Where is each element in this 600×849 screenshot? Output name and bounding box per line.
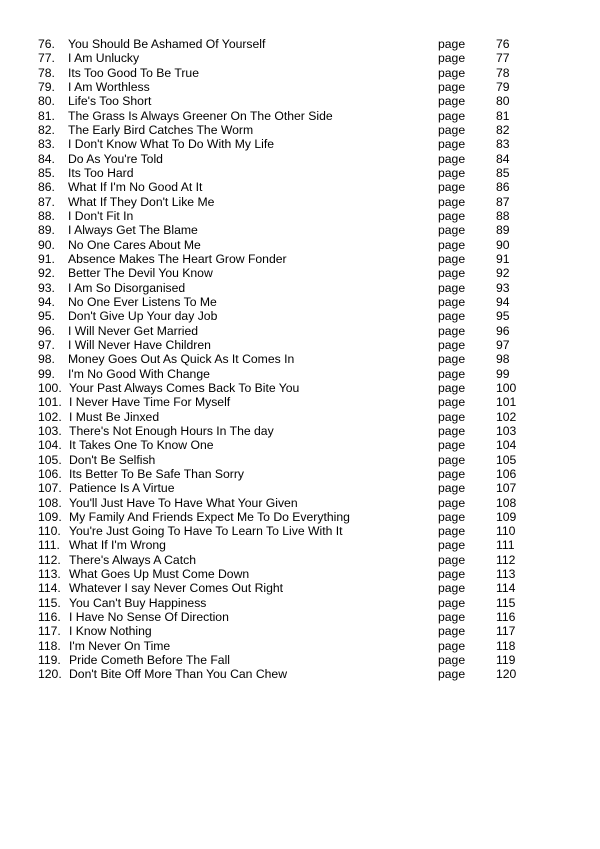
page-label: page: [438, 151, 466, 166]
page-number: 115: [496, 595, 516, 610]
page-label: page: [438, 37, 466, 51]
entry-title: I Know Nothing: [69, 624, 152, 639]
entry-title: What Goes Up Must Come Down: [69, 567, 250, 582]
entry-title: Absence Makes The Heart Grow Fonder: [68, 251, 287, 266]
page-number: 92: [496, 266, 510, 281]
toc-entry: [38, 553, 578, 567]
entry-number: 111.: [38, 538, 60, 553]
toc-entry: [38, 410, 578, 424]
entry-number: 83.: [38, 137, 55, 152]
entry-title: What If I'm Wrong: [69, 538, 166, 553]
page-label: page: [438, 366, 466, 381]
page-number: 85: [496, 165, 510, 180]
page-label: page: [438, 581, 466, 596]
page-number: 82: [496, 122, 510, 137]
entry-title: Its Too Good To Be True: [68, 65, 199, 80]
page-number: 108: [496, 495, 517, 510]
toc-entry: [38, 166, 578, 180]
entry-title: The Grass Is Always Greener On The Other Side: [68, 108, 333, 123]
entry-number: 87.: [38, 194, 55, 209]
toc-entry: [38, 252, 578, 266]
toc-entry: [38, 510, 578, 524]
toc-entry: [38, 195, 578, 209]
entry-number: 117.: [38, 624, 61, 639]
entry-title: Your Past Always Comes Back To Bite You: [69, 380, 300, 395]
toc-entry: [38, 481, 578, 495]
page-number: 111: [496, 538, 515, 553]
entry-title: I Will Never Get Married: [68, 323, 199, 338]
toc-entry: [38, 538, 578, 552]
entry-number: 94.: [38, 294, 55, 309]
entry-title: No One Cares About Me: [68, 237, 201, 252]
entry-number: 93.: [38, 280, 55, 295]
entry-title: Money Goes Out As Quick As It Comes In: [68, 352, 295, 367]
entry-number: 90.: [38, 237, 55, 252]
entry-number: 86.: [38, 180, 55, 195]
entry-number: 84.: [38, 151, 55, 166]
toc-entry: [38, 467, 578, 481]
entry-title: I Am So Disorganised: [68, 280, 186, 295]
page-label: page: [438, 610, 466, 625]
page-label: page: [438, 251, 466, 266]
entry-title: Do As You're Told: [68, 151, 163, 166]
entry-title: Its Better To Be Safe Than Sorry: [69, 466, 245, 481]
toc-entry: [38, 324, 578, 338]
toc-entry: [38, 367, 578, 381]
entry-title: Don't Bite Off More Than You Can Chew: [69, 667, 287, 682]
entry-title: I Am Worthless: [68, 79, 150, 94]
page-label: page: [438, 409, 466, 424]
toc-entry: [38, 567, 578, 581]
page-number: 99: [496, 366, 510, 381]
page-label: page: [438, 137, 466, 152]
entry-number: 98.: [38, 352, 55, 367]
page-label: page: [438, 509, 466, 524]
page-label: page: [438, 294, 466, 309]
page-label: page: [438, 352, 466, 367]
page-label: page: [438, 567, 466, 582]
entry-title: There's Not Enough Hours In The day: [69, 423, 274, 438]
entry-number: 118.: [38, 638, 61, 653]
page-number: 76: [496, 37, 510, 51]
entry-number: 100.: [38, 380, 62, 395]
page-number: 113: [496, 567, 516, 582]
entry-title: I Will Never Have Children: [68, 337, 211, 352]
page-label: page: [438, 667, 466, 682]
page-number: 103: [496, 423, 517, 438]
entry-number: 108.: [38, 495, 62, 510]
entry-number: 102.: [38, 409, 62, 424]
entry-title: You Should Be Ashamed Of Yourself: [68, 37, 266, 51]
toc-entry: [38, 667, 578, 681]
entry-number: 115.: [38, 595, 61, 610]
page-number: 107: [496, 481, 517, 496]
toc-entry: [38, 381, 578, 395]
toc-entry: [38, 180, 578, 194]
toc-entry: [38, 438, 578, 452]
page-number: 83: [496, 137, 510, 152]
page-label: page: [438, 524, 466, 539]
entry-number: 81.: [38, 108, 55, 123]
entry-title: What If They Don't Like Me: [68, 194, 215, 209]
entry-title: Pride Cometh Before The Fall: [69, 653, 230, 668]
entry-number: 104.: [38, 438, 62, 453]
page-number: 98: [496, 352, 510, 367]
page-label: page: [438, 65, 466, 80]
entry-number: 82.: [38, 122, 55, 137]
entry-number: 88.: [38, 208, 55, 223]
entry-title: Don't Be Selfish: [69, 452, 156, 467]
page-label: page: [438, 208, 466, 223]
entry-title: I Am Unlucky: [68, 51, 140, 66]
page-label: page: [438, 237, 466, 252]
toc-entry: [38, 496, 578, 510]
toc-entry: [38, 581, 578, 595]
page-number: 112: [496, 552, 516, 567]
toc-entry: [38, 309, 578, 323]
page-label: page: [438, 538, 466, 553]
toc-entry: [38, 639, 578, 653]
entry-title: It Takes One To Know One: [69, 438, 214, 453]
page-number: 95: [496, 309, 510, 324]
page-label: page: [438, 595, 466, 610]
entry-title: Life's Too Short: [68, 94, 152, 109]
page-number: 89: [496, 223, 510, 238]
entry-number: 97.: [38, 337, 55, 352]
page-label: page: [438, 380, 466, 395]
page-label: page: [438, 423, 466, 438]
entry-title: You'll Just Have To Have What Your Given: [69, 495, 298, 510]
entry-number: 79.: [38, 79, 55, 94]
entry-number: 95.: [38, 309, 55, 324]
page-number: 87: [496, 194, 510, 209]
entry-number: 120.: [38, 667, 62, 682]
entry-title: My Family And Friends Expect Me To Do Everything: [69, 509, 350, 524]
entry-number: 106.: [38, 466, 62, 481]
page-number: 78: [496, 65, 510, 80]
page-number: 109: [496, 509, 517, 524]
page-label: page: [438, 180, 466, 195]
page-label: page: [438, 280, 466, 295]
page-number: 110: [496, 524, 516, 539]
page-number: 100: [496, 380, 517, 395]
page-label: page: [438, 194, 466, 209]
toc-entry: [38, 123, 578, 137]
entry-number: 89.: [38, 223, 55, 238]
entry-title: I Must Be Jinxed: [69, 409, 160, 424]
toc-entry: [38, 94, 578, 108]
page-number: 119: [496, 653, 516, 668]
entry-title: I Have No Sense Of Direction: [69, 610, 229, 625]
entry-title: I'm Never On Time: [69, 638, 171, 653]
toc-entry: [38, 266, 578, 280]
toc-entry: [38, 223, 578, 237]
page-number: 77: [496, 51, 510, 66]
entry-title: I Don't Fit In: [68, 208, 134, 223]
entry-title: I Always Get The Blame: [68, 223, 198, 238]
entry-title: Don't Give Up Your day Job: [68, 309, 218, 324]
page-number: 96: [496, 323, 510, 338]
toc-entry: [38, 596, 578, 610]
page-number: 104: [496, 438, 517, 453]
toc-entry: [38, 653, 578, 667]
page-number: 91: [496, 251, 510, 266]
toc-entry: [38, 109, 578, 123]
page-label: page: [438, 223, 466, 238]
page-label: page: [438, 51, 466, 66]
entry-title: No One Ever Listens To Me: [68, 294, 217, 309]
entry-number: 80.: [38, 94, 55, 109]
entry-number: 77.: [38, 51, 55, 66]
entry-title: I'm No Good With Change: [68, 366, 210, 381]
page-label: page: [438, 653, 466, 668]
entry-number: 109.: [38, 509, 62, 524]
entry-number: 91.: [38, 251, 55, 266]
entry-number: 85.: [38, 165, 55, 180]
toc-entry: [38, 209, 578, 223]
page-label: page: [438, 452, 466, 467]
page-label: page: [438, 495, 466, 510]
page-number: 86: [496, 180, 510, 195]
entry-number: 103.: [38, 423, 62, 438]
page-label: page: [438, 552, 466, 567]
entry-number: 105.: [38, 452, 62, 467]
toc-entry: [38, 80, 578, 94]
toc-entry: [38, 610, 578, 624]
page-label: page: [438, 638, 466, 653]
toc-entry: [38, 453, 578, 467]
toc-entry: [38, 352, 578, 366]
page-label: page: [438, 165, 466, 180]
page-label: page: [438, 122, 466, 137]
page-label: page: [438, 395, 466, 410]
page-label: page: [438, 466, 466, 481]
page-number: 106: [496, 466, 517, 481]
page-number: 117: [496, 624, 516, 639]
entry-number: 113.: [38, 567, 61, 582]
entry-number: 114.: [38, 581, 61, 596]
toc-entry: [38, 395, 578, 409]
toc-entry: [38, 137, 578, 151]
entry-title: What If I'm No Good At It: [68, 180, 203, 195]
toc-entry: [38, 424, 578, 438]
page-number: 93: [496, 280, 510, 295]
table-of-contents: [38, 37, 578, 682]
page-number: 81: [496, 108, 510, 123]
page-number: 118: [496, 638, 516, 653]
entry-number: 116.: [38, 610, 61, 625]
entry-number: 76.: [38, 37, 55, 51]
toc-entry: [38, 51, 578, 65]
toc-entry: [38, 338, 578, 352]
entry-title: Its Too Hard: [68, 165, 134, 180]
entry-title: The Early Bird Catches The Worm: [68, 122, 254, 137]
entry-number: 92.: [38, 266, 55, 281]
entry-number: 99.: [38, 366, 55, 381]
page-label: page: [438, 266, 466, 281]
page-label: page: [438, 94, 466, 109]
page-number: 116: [496, 610, 516, 625]
entry-title: Whatever I say Never Comes Out Right: [69, 581, 284, 596]
page-label: page: [438, 108, 466, 123]
entry-number: 107.: [38, 481, 62, 496]
entry-title: Better The Devil You Know: [68, 266, 213, 281]
page-number: 105: [496, 452, 517, 467]
page-number: 102: [496, 409, 517, 424]
page-label: page: [438, 79, 466, 94]
page-label: page: [438, 481, 466, 496]
page-number: 79: [496, 79, 510, 94]
page-number: 114: [496, 581, 516, 596]
entry-number: 96.: [38, 323, 55, 338]
entry-title: You're Just Going To Have To Learn To Live With It: [69, 524, 343, 539]
page-number: 94: [496, 294, 510, 309]
page-number: 90: [496, 237, 510, 252]
page-number: 120: [496, 667, 517, 682]
entry-number: 119.: [38, 653, 61, 668]
entry-number: 101.: [38, 395, 62, 410]
entry-title: There's Always A Catch: [69, 552, 196, 567]
toc-entry: [38, 524, 578, 538]
page-label: page: [438, 624, 466, 639]
page-number: 101: [496, 395, 517, 410]
toc-entry: [38, 152, 578, 166]
page-label: page: [438, 337, 466, 352]
toc-entry: [38, 624, 578, 638]
entry-title: You Can't Buy Happiness: [69, 595, 207, 610]
toc-entry: [38, 295, 578, 309]
toc-entry: [38, 66, 578, 80]
page-number: 84: [496, 151, 510, 166]
toc-entry: [38, 281, 578, 295]
page-label: page: [438, 438, 466, 453]
entry-number: 112.: [38, 552, 61, 567]
toc-entry: [38, 37, 578, 51]
entry-title: I Never Have Time For Myself: [69, 395, 231, 410]
page-number: 80: [496, 94, 510, 109]
page-label: page: [438, 309, 466, 324]
entry-number: 78.: [38, 65, 55, 80]
entry-title: Patience Is A Virtue: [69, 481, 175, 496]
page-number: 97: [496, 337, 510, 352]
toc-entry: [38, 238, 578, 252]
entry-title: I Don't Know What To Do With My Life: [68, 137, 274, 152]
entry-number: 110.: [38, 524, 61, 539]
page-number: 88: [496, 208, 510, 223]
page-label: page: [438, 323, 466, 338]
